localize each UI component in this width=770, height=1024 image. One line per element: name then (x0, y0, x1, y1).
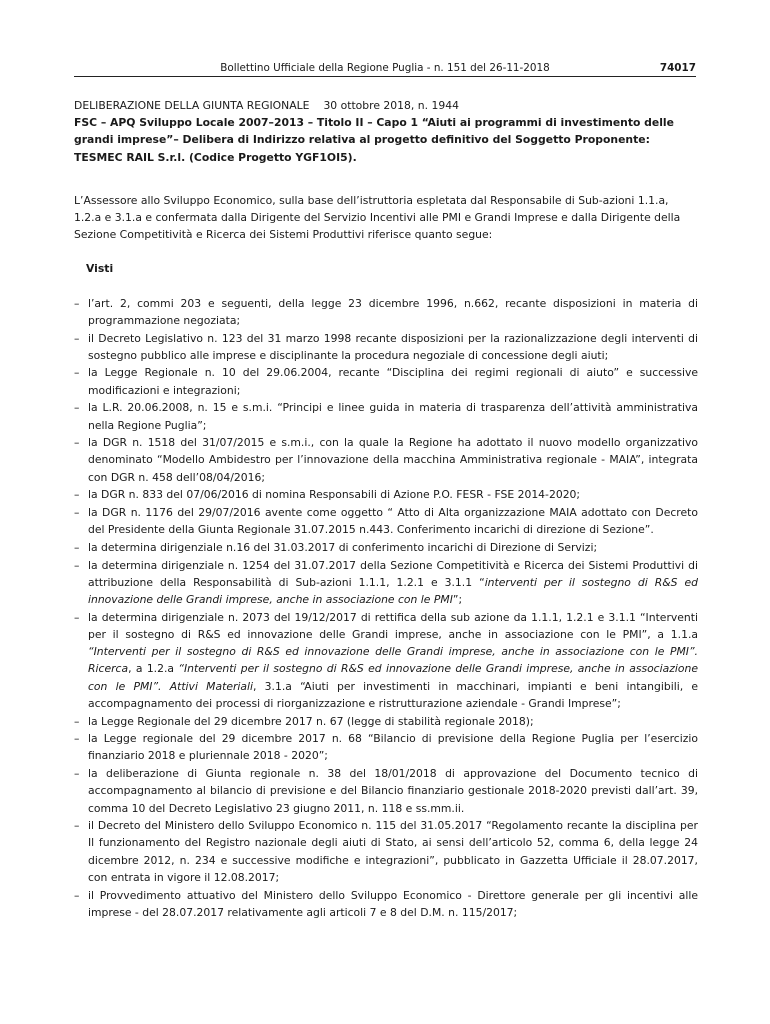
page-header (74, 61, 696, 75)
item-text: la determina dirigenziale n. 1254 del 31.07.2017 della Sezione Competitività e Ricerca dei Sistemi Produttivi di attribuzione della Responsabilità di Sub-azioni 1.1.1, 1.2.1 e 3.1.1 “ (88, 558, 698, 589)
list-item: – la Legge regionale del 29 dicembre 2017 n. 68 “Bilancio di previsione della Regione Puglia per l’esercizio finanziario 2018 e pluriennale 2018 - 2020”; (74, 730, 698, 764)
list-item: – la DGR n. 1518 del 31/07/2015 e s.m.i., con la quale la Regione ha adottato il nuovo modello organizzativo denominato “Modello Ambidestro per l’innovazione della macchina Amministrativa regionale - MAIA”, integrata con DGR n. 458 dell’08/04/2016; (74, 434, 698, 486)
deliberation-heading: DELIBERAZIONE DELLA GIUNTA REGIONALE (74, 99, 310, 112)
list-item: – il Decreto del Ministero dello Sviluppo Economico n. 115 del 31.05.2017 “Regolamento recante la disciplina per Il funzionamento del Registro nazionale degli aiuti di Stato, ai sensi dell’articolo 52, comma 6, della legge 24 dicembre 2012, n. 234 e successive modifiche e integrazioni”, pubblicato in Gazzetta Ufficiale il 28.07.2017, con entrata in vigore il 12.08.2017; (74, 817, 698, 886)
item-text: ”; (452, 593, 463, 607)
publication-title: Bollettino Ufficiale della Regione Puglia - n. 151 del 26-11-2018 (220, 62, 550, 74)
visti-list (74, 295, 698, 921)
list-item: – il Provvedimento attuativo del Ministero dello Sviluppo Economico - Direttore generale per gli incentivi alle imprese - del 28.07.2017 relativamente agli articoli 7 e 8 del D.M. n. 115/2017; (74, 887, 698, 921)
item-text: la determina dirigenziale n. 2073 del 19/12/2017 di rettifica della sub azione da 1.1.1, 1.2.1 e 3.1.1 “Interventi per il sostegno di R&S ed innovazione delle Grandi imprese, anche in associazione con le PMI”, a 1.1.a (88, 610, 698, 641)
list-item (74, 609, 698, 712)
list-item (74, 557, 698, 609)
item-text-italic: interventi per il sostegno di R&S ed innovazione delle Grandi imprese, anche in associazione con le PMI (88, 575, 699, 607)
list-item: – la determina dirigenziale n.16 del 31.03.2017 di conferimento incarichi di Direzione di Servizi; (74, 539, 698, 556)
item-text: , 3.1.a “Aiuti per investimenti in macchinari, impianti e beni intangibili, e accompagnamento dei processi di riorganizzazione e ristrutturazione aziendale - Grandi Imprese”; (88, 679, 698, 710)
list-item: – la Legge Regionale del 29 dicembre 2017 n. 67 (legge di stabilità regionale 2018); (74, 713, 698, 730)
document-body (74, 97, 698, 921)
intro-paragraph: L’Assessore allo Sviluppo Economico, sulla base dell’istruttoria espletata dal Responsabile di Sub-azioni 1.1.a, 1.2.a e 3.1.a e confermata dalla Dirigente del Servizio Incentivi alle PMI e Grandi Imprese e dalla Dirigente della Sezione Competitività e Ricerca dei Sistemi Produttivi riferisce quanto segue: (74, 193, 681, 242)
item-text-italic: “Interventi per il sostegno di R&S ed innovazione delle Grandi imprese, anche in associazione con le PMI”. Attivi Materiali (88, 662, 698, 693)
page-number: 74017 (659, 62, 696, 74)
list-item: – la DGR n. 1176 del 29/07/2016 avente come oggetto “ Atto di Alta organizzazione MAIA adottato con Decreto del Presidente della Giunta Regionale 31.07.2015 n.443. Conferimento incarichi di direzione di Sezione”. (74, 504, 698, 538)
list-item: – la Legge Regionale n. 10 del 29.06.2004, recante “Disciplina dei regimi regionali di aiuto” e successive modificazioni e integrazioni; (74, 364, 698, 398)
deliberation-title (74, 97, 698, 114)
item-text: , a 1.2.a (128, 662, 179, 676)
section-heading: Visti (86, 262, 114, 276)
deliberation-date: 30 ottobre 2018, n. 1944 (323, 99, 459, 112)
deliberation-subject: FSC – APQ Sviluppo Locale 2007–2013 – Titolo II – Capo 1 “Aiuti ai programmi di investimento delle grandi imprese”– Delibera di Indirizzo relativa al progetto definitivo del Soggetto Proponente: TESMEC RAIL S.r.l. (Codice Progetto YGF1OI5). (74, 116, 674, 164)
list-item: – la deliberazione di Giunta regionale n. 38 del 18/01/2018 di approvazione del Documento tecnico di accompagnamento al bilancio di previsione e del Bilancio finanziario gestionale 2018-2020 previsti dall’art. 39, comma 10 del Decreto Legislativo 23 giugno 2011, n. 118 e ss.mm.ii. (74, 765, 698, 817)
list-item: – il Decreto Legislativo n. 123 del 31 marzo 1998 recante disposizioni per la razionalizzazione degli interventi di sostegno pubblico alle imprese e disciplinante la procedura negoziale di concessione degli aiuti; (74, 330, 698, 364)
item-text-italic: “Interventi per il sostegno di R&S ed innovazione delle Grandi imprese, anche in associazione con le PMI”. Ricerca (88, 645, 698, 676)
header-divider (74, 76, 696, 77)
list-item: – la DGR n. 833 del 07/06/2016 di nomina Responsabili di Azione P.O. FESR - FSE 2014-2020; (74, 486, 698, 503)
list-item: – l’art. 2, commi 203 e seguenti, della legge 23 dicembre 1996, n.662, recante disposizioni in materia di programmazione negoziata; (74, 295, 698, 329)
list-item: – la L.R. 20.06.2008, n. 15 e s.m.i. “Principi e linee guida in materia di trasparenza dell’attività amministrativa nella Regione Puglia”; (74, 399, 698, 433)
